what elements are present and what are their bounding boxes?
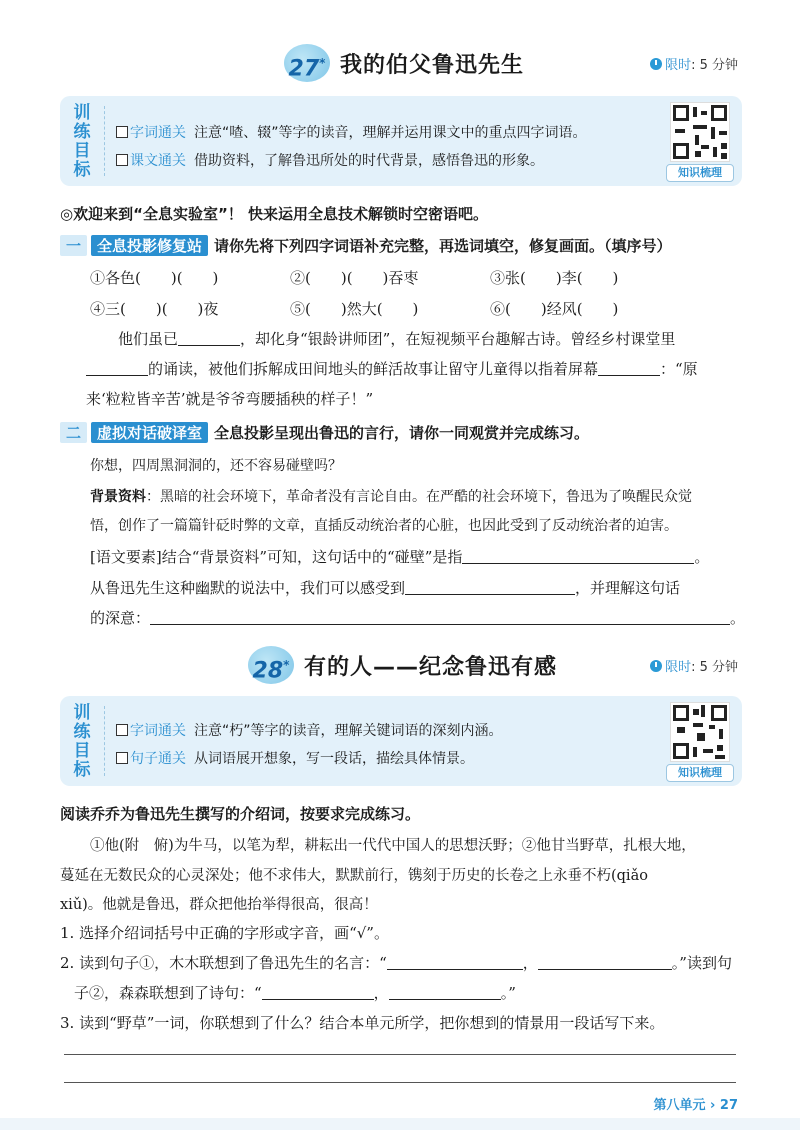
paragraph-line: 他们虽已 ，却化身“银龄讲师团”，在短视频平台趣解古诗。曾经乡村课堂里 [118,330,676,348]
checkbox[interactable] [116,154,128,166]
lesson-28-header [0,642,800,690]
lesson-title: 我的伯父鲁迅先生 [340,53,525,78]
question-2-cont: 子②，森森联想到了诗句：“ ， 。” [74,984,516,1002]
footer-bar [0,1118,800,1130]
answer-blank[interactable] [462,550,694,564]
answer-line[interactable] [64,1082,736,1083]
answer-blank[interactable] [389,986,501,1000]
intro-line: ◎欢迎来到“全息实验室”！ 快来运用全息技术解锁时空密语吧。 [60,205,489,223]
fill-blank[interactable] [598,362,660,376]
section-2-header: 二 虚拟对话破译室 全息投影呈现出鲁迅的言行，请你一同观赏并完成练习。 [60,422,589,443]
lesson-title: 有的人——纪念鲁迅有感 [304,655,558,680]
goal-row-vocabulary: 字词通关 注意“朽”等字的读音，理解关键词语的深刻内涵。 [116,720,503,740]
goals-side-label: 训 练 目 标 [73,703,91,780]
timer: 限时: 5 分钟 [650,656,738,675]
word-item: ④三( )( )夜 [90,300,219,318]
goal-row-sentence: 句子通关 从词语展开想象，写一段话，描绘具体情景。 [116,748,474,768]
lesson-number-badge: 28* [248,646,294,684]
checkbox[interactable] [116,752,128,764]
answer-blank[interactable] [150,611,730,625]
question-line: 的深意： 。 [90,609,746,627]
paragraph-line: 的诵读，被他们拆解成田间地头的鲜活故事让留守儿童得以指着屏幕 ：“原 [86,358,698,379]
goal-row-text: 课文通关 借助资料，了解鲁迅所处的时代背景，感悟鲁迅的形象。 [116,150,544,170]
fill-blank[interactable] [178,332,240,346]
word-item: ⑤( )然大( ) [290,300,419,318]
intro-line: 阅读乔乔为鲁迅先生撰写的介绍词，按要求完成练习。 [60,805,421,823]
answer-blank[interactable] [538,956,672,970]
word-item: ⑥( )经风( ) [490,300,619,318]
answer-blank[interactable] [405,581,575,595]
word-item: ②( )( )吞枣 [290,269,419,287]
lesson-27-header [0,40,800,88]
goals-side-label: 训 练 目 标 [73,103,91,180]
passage-line: 蔓延在无数民众的心灵深处；他不求伟大，默默前行，镌刻于历史的长卷之上永垂不朽(qiǎo [60,868,648,884]
goal-row-vocabulary: 字词通关 注意“喳、辍”等字的读音，理解并运用课文中的重点四字词语。 [116,122,587,142]
qr-code-icon[interactable] [670,702,730,762]
passage-line: xiǔ)。他就是鲁迅，群众把他抬举得很高，很高！ [60,897,378,913]
question-line: [语文要素]结合“背景资料”可知，这句话中的“碰壁”是指 。 [90,548,710,566]
clock-icon [650,58,662,70]
checkbox[interactable] [116,126,128,138]
background-line: 背景资料：黑暗的社会环境下，革命者没有言论自由。在严酷的社会环境下，鲁迅为了唤醒民众觉 [90,489,692,505]
lesson-number-badge: 27* [284,44,330,82]
word-item: ①各色( )( ) [90,269,219,287]
timer: 限时: 5 分钟 [650,54,738,73]
page-footer: 第八单元 › 27 [653,1098,738,1113]
question-3: 3. 读到“野草”一词，你联想到了什么？结合本单元所学，把你想到的情景用一段话写下来。 [60,1014,665,1032]
qr-code-icon[interactable] [670,102,730,162]
question-line: 从鲁迅先生这种幽默的说法中，我们可以感受到 ，并理解这句话 [90,579,681,597]
answer-blank[interactable] [262,986,374,1000]
answer-blank[interactable] [387,956,523,970]
clock-icon [650,660,662,672]
question-1: 1. 选择介绍词括号中正确的字形或字音，画“√”。 [60,924,389,942]
qr-label: 知识梳理 [666,164,734,182]
passage-line: ①他(附 俯)为牛马，以笔为犁，耕耘出一代代中国人的思想沃野；②他甘当野草，扎根大地， [90,838,696,854]
question-2: 2. 读到句子①，木木联想到了鲁迅先生的名言：“ ， 。”读到句 [60,954,732,972]
section-1-header: 一 全息投影修复站 请你先将下列四字词语补充完整，再选词填空，修复画面。（填序号） [60,235,672,256]
qr-label: 知识梳理 [666,764,734,782]
training-goals-box [60,696,742,786]
lu-xun-quote: 你想，四周黑洞洞的，还不容易碰壁吗？ [90,458,342,474]
paragraph-line: 来‘粒粒皆辛苦’就是爷爷弯腰插秧的样子！” [86,390,374,408]
fill-blank[interactable] [86,362,148,376]
background-line: 悟，创作了一篇篇针砭时弊的文章，直插反动统治者的心脏，也因此受到了反动统治者的迫害。 [90,518,678,534]
answer-line[interactable] [64,1054,736,1055]
word-item: ③张( )李( ) [490,269,619,287]
checkbox[interactable] [116,724,128,736]
training-goals-box [60,96,742,186]
